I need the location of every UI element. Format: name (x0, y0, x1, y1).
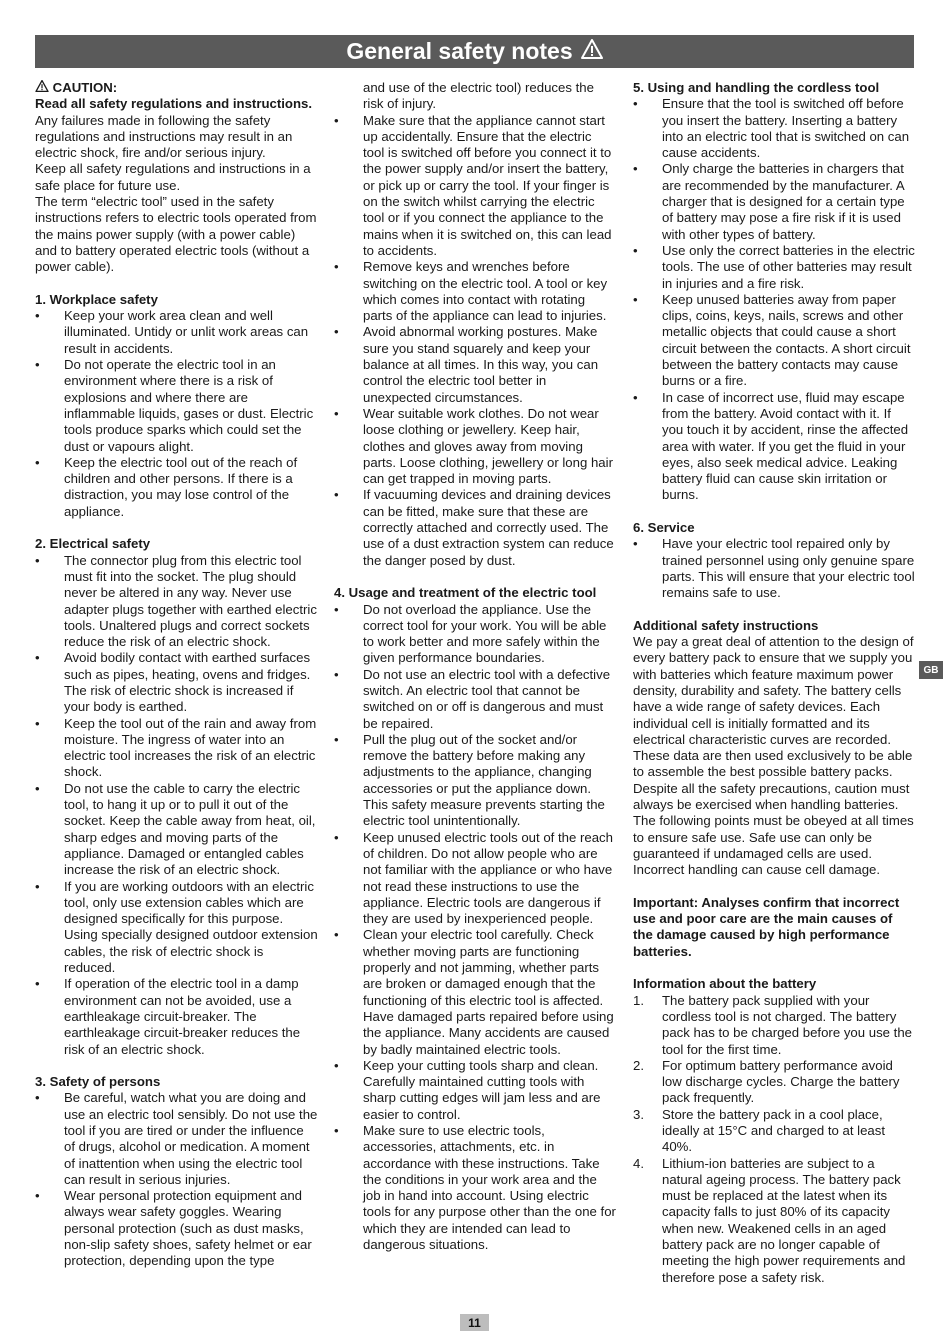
list-item: • Have your electric tool repaired only by trained personnel using only genuine spare parts. This will ensure that your electric tool remains safe to use. (633, 536, 915, 601)
list-item: • Avoid abnormal working postures. Make sure you stand squarely and keep your balance at all times. In this way, you can control the electric tool better in unexpected circumstances. (334, 324, 616, 405)
bullet-list (334, 80, 616, 569)
caution-subheading: Read all safety regulations and instructions. (35, 96, 313, 112)
item-number: 1. (633, 992, 644, 1008)
page-number: 11 (460, 1314, 489, 1331)
column-3 (633, 80, 915, 1286)
list-item (633, 993, 915, 1058)
list-item: • Keep unused electric tools out of the reach of children. Do not allow people who are not familiar with the appliance or who have not read these instructions to use the appliance. Electric tools are dangerous if they are used by inexperienced people. (334, 830, 616, 928)
body-paragraph: We pay a great deal of attention to the design of every battery pack to ensure that we supply you with batteries which feature maximum power density, durability and safety. The battery cells have a wide range of safety devices. Each individual cell is initially formatted and its electrical characteristic curves are recorded. These data are then used exclusively to be able to assemble the best possible battery packs. (633, 634, 914, 780)
intro-paragraph: Any failures made in following the safety regulations and instructions may result in an electric shock, fire and/or serious injury. (35, 112, 293, 161)
list-item: • Do not use an electric tool with a defective switch. An electric tool that cannot be switched on or off is dangerous and must be repaired. (334, 667, 616, 732)
list-item: • Remove keys and wrenches before switching on the electric tool. A tool or key which comes into contact with rotating parts of the appliance can lead to injuries. (334, 259, 616, 324)
list-item: • In case of incorrect use, fluid may escape from the battery. Avoid contact with it. If you touch it by accident, rinse the affected area with water. If you get the fluid in your eyes, also seek medical advice. Leaking battery fluid can cause skin irritation or burns. (633, 390, 915, 504)
bullet-list (35, 553, 318, 1058)
column-2 (334, 80, 616, 1253)
list-item: • Keep your work area clean and well illuminated. Untidy or unlit work areas can result in accidents. (35, 308, 318, 357)
section-heading: 4. Usage and treatment of the electric tool (334, 585, 597, 601)
intro-paragraph: Keep all safety regulations and instructions in a safe place for future use. (35, 161, 311, 193)
list-item: • Only charge the batteries in chargers that are recommended by the manufacturer. A charger that is designed for a certain type of battery may pose a fire risk if it is used with other types of battery. (633, 161, 915, 242)
list-item: • Wear personal protection equipment and always wear safety goggles. Wearing personal protection (such as dust masks, non-slip safety shoes, safety helmet or ear protection, depending upon the type (35, 1188, 318, 1269)
section-heading: Additional safety instructions (633, 617, 819, 633)
list-item: • Pull the plug out of the socket and/or remove the battery before making any adjustments to the appliance, changing accessories or put the appliance down. This safety measure prevents starting the electric tool unintentionally. (334, 732, 616, 830)
list-item-continuation: and use of the electric tool) reduces the risk of injury. (363, 80, 594, 112)
list-item: • Clean your electric tool carefully. Check whether moving parts are functioning properly and not jamming, whether parts are broken or damaged enough that the functioning of this electric tool is affected. Have damaged parts repaired before using the appliance. Many accidents are caused by badly maintained electric tools. (334, 927, 616, 1057)
page-title-bar (35, 35, 914, 68)
item-text: Store the battery pack in a cool place, ideally at 15°C and charged to at least 40%. (662, 1106, 886, 1155)
section-heading: 6. Service (633, 520, 695, 536)
section-heading: Information about the battery (633, 976, 817, 992)
list-item: • Ensure that the tool is switched off before you insert the battery. Inserting a battery into an electric tool that is switched on can cause accidents. (633, 96, 915, 161)
item-text: For optimum battery performance avoid low discharge cycles. Charge the battery pack frequently. (662, 1057, 900, 1106)
caution-heading (35, 80, 318, 96)
language-tab-gb: GB (919, 661, 943, 679)
page-title: General safety notes (346, 38, 573, 64)
list-item: • If vacuuming devices and draining devices can be fitted, make sure that these are correctly attached and correctly used. The use of a dust extraction system can reduce the danger posed by dust. (334, 487, 616, 568)
list-item: • Avoid bodily contact with earthed surfaces such as pipes, heating, ovens and fridges. The risk of electric shock is increased if your body is earthed. (35, 650, 318, 715)
intro-paragraph: The term “electric tool” used in the safety instructions refers to electric tools operated from the mains power supply (with a power cable) and to battery operated electric tools (without a power cable). (35, 194, 317, 275)
list-item: • Wear suitable work clothes. Do not wear loose clothing or jewellery. Keep hair, clothes and gloves away from moving parts. Loose clothing, jewellery or long hair can get trapped in moving parts. (334, 406, 616, 487)
body-paragraph: Despite all the safety precautions, caution must always be exercised when handling batteries. The following points must be obeyed at all times to ensure safe use. Safe use can only be guaranteed if undamaged cells are used. Incorrect handling can cause cell damage. (633, 780, 914, 878)
list-item (633, 1107, 915, 1156)
section-heading: 5. Using and handling the cordless tool (633, 80, 880, 95)
section-heading: 1. Workplace safety (35, 291, 158, 307)
section-heading: 2. Electrical safety (35, 536, 151, 552)
warning-triangle-icon (581, 38, 603, 65)
item-text: Lithium-ion batteries are subject to a natural ageing process. The battery pack must be replaced at the latest when its capacity falls to just 80% of its capacity when new. Weakened cells in an aged battery pack are no longer capable of meeting the high power requirements and therefore pose a safety risk. (662, 1155, 906, 1285)
list-item: • Be careful, watch what you are doing and use an electric tool sensibly. Do not use the tool if you are tired or under the influence of drugs, alcohol or medication. A moment of inattention when using the electric tool can result in serious injuries. (35, 1090, 318, 1188)
item-number: 2. (633, 1057, 644, 1073)
list-item: • Keep the tool out of the rain and away from moisture. The ingress of water into an electric tool increases the risk of an electric shock. (35, 716, 318, 781)
list-item: • Do not overload the appliance. Use the correct tool for your work. You will be able to work better and more safely within the given performance boundaries. (334, 602, 616, 667)
list-item: • Do not operate the electric tool in an environment where there is a risk of explosions and where there are inflammable liquids, gases or dust. Electric tools produce sparks which could set the dust or vapours alight. (35, 357, 318, 455)
item-text: The battery pack supplied with your cordless tool is not charged. The battery pack has to be charged before you use the tool for the first time. (662, 992, 913, 1057)
list-item (633, 1156, 915, 1286)
caution-label: CAUTION: (52, 80, 118, 95)
section-heading: 3. Safety of persons (35, 1074, 161, 1090)
warning-triangle-icon (35, 80, 49, 95)
numbered-list (633, 993, 915, 1286)
list-item: • Do not use the cable to carry the electric tool, to hang it up or to pull it out of the socket. Keep the cable away from heat, oil, sharp edges and moving parts of the appliance. Damaged or entangled cables increase the risk of an electric shock. (35, 781, 318, 879)
item-number: 3. (633, 1106, 644, 1122)
important-note: Important: Analyses confirm that incorrect use and poor care are the main causes of the damage caused by high performance batteries. (633, 894, 900, 959)
bullet-list (35, 308, 318, 520)
list-item: • Keep your cutting tools sharp and clean. Carefully maintained cutting tools with sharp cutting edges will jam less and are easier to control. (334, 1058, 616, 1123)
list-item (633, 1058, 915, 1107)
list-item: • Keep unused batteries away from paper clips, coins, keys, nails, screws and other metallic objects that could cause a short circuit between the contacts. A short circuit between the battery contacts may cause burns or a fire. (633, 292, 915, 390)
bullet-list (633, 96, 915, 503)
item-number: 4. (633, 1155, 644, 1171)
list-item: • Make sure that the appliance cannot start up accidentally. Ensure that the electric tool is switched off before you connect it to the power supply and/or insert the battery, or pick up or carry the tool. If your finger is on the switch whilst carrying the electric tool or if you connect the appliance to the mains when it is switched on, this can lead to accidents. (334, 113, 616, 260)
bullet-list (35, 1090, 318, 1269)
list-item: • Use only the correct batteries in the electric tools. The use of other batteries may result in injuries and a fire risk. (633, 243, 915, 292)
column-1 (35, 80, 318, 1270)
list-item: • Keep the electric tool out of the reach of children and other persons. If there is a distraction, you may lose control of the appliance. (35, 455, 318, 520)
list-item: • If you are working outdoors with an electric tool, only use extension cables which are designed specifically for this purpose. Using specially designed outdoor extension cables, the risk of electric shock is reduced. (35, 879, 318, 977)
bullet-list (633, 536, 915, 601)
bullet-list (334, 602, 616, 1254)
list-item: • The connector plug from this electric tool must fit into the socket. The plug should never be altered in any way. Never use adapter plugs together with earthed electric tools. Unaltered plugs and correct sockets reduce the risk of an electric shock. (35, 553, 318, 651)
list-item: • If operation of the electric tool in a damp environment can not be avoided, use a earthleakage circuit-breaker. The earthleakage circuit-breaker reduces the risk of an electric shock. (35, 976, 318, 1057)
list-item: • Make sure to use electric tools, accessories, attachments, etc. in accordance with these instructions. Take the conditions in your work area and the job in hand into account. Using electric tools for any purpose other than the one for which they are intended can lead to dangerous situations. (334, 1123, 616, 1253)
